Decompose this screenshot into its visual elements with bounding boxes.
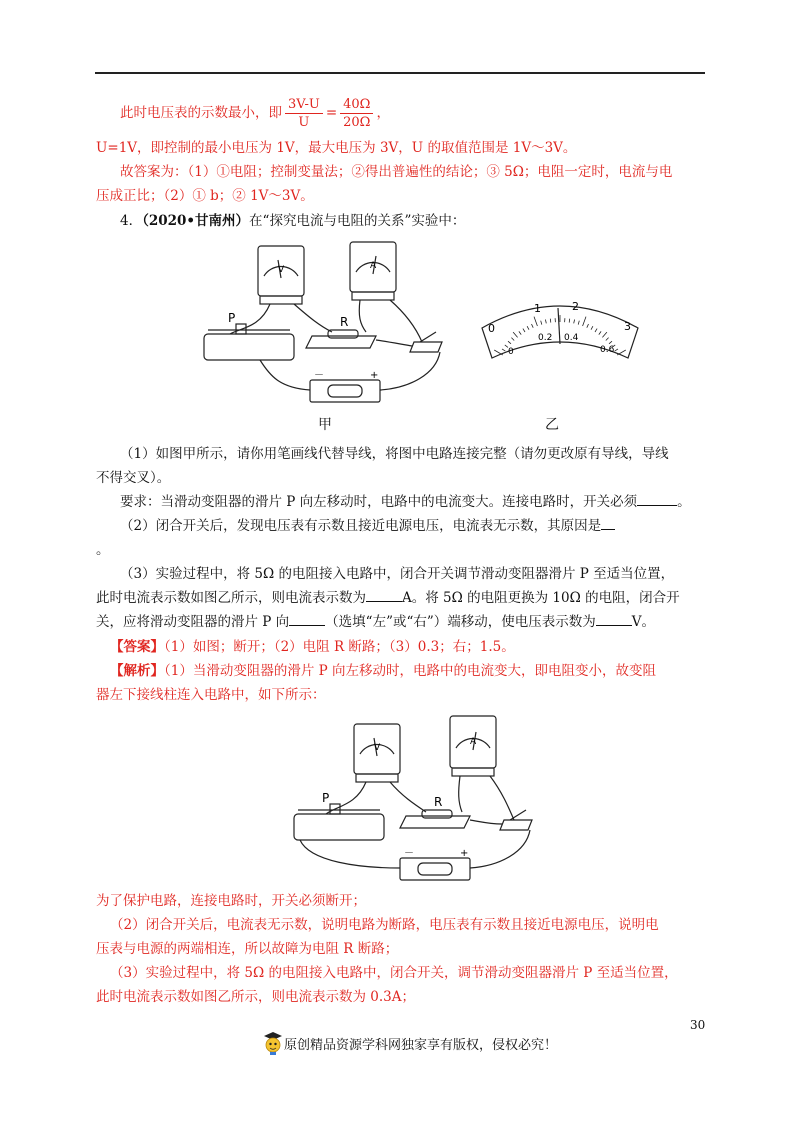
ammeter-scale-svg bbox=[478, 292, 642, 368]
analysis-1-line: 为了保护电路，连接电路时，开关必须断开； bbox=[96, 893, 366, 909]
ammeter-label-2: A bbox=[470, 737, 477, 747]
blank-switch-state[interactable] bbox=[637, 493, 677, 506]
scale-tick bbox=[545, 320, 546, 324]
scale-tick bbox=[534, 317, 537, 326]
blank-current-reading[interactable] bbox=[366, 589, 402, 602]
scale-tick bbox=[511, 338, 514, 341]
ammeter-label: A bbox=[370, 261, 377, 271]
wire-resistor-switch bbox=[376, 340, 412, 346]
voltmeter-label: V bbox=[278, 265, 285, 275]
equals-sign: = bbox=[325, 105, 338, 121]
wire-switch-battery bbox=[380, 352, 440, 390]
fraction-right-denominator: 20Ω bbox=[343, 115, 371, 130]
scale-tick bbox=[609, 341, 612, 344]
scale-upper-3: 3 bbox=[624, 320, 631, 333]
resistor-label-r: R bbox=[340, 315, 349, 329]
analysis-2-line-a: （2）闭合开关后，电流表无示数，说明电路为断路，电压表有示数且接近电源电压，说明电 bbox=[110, 917, 659, 933]
fraction-left-denominator: U bbox=[298, 115, 310, 130]
footer-copyright: 原创精品资源学科网独家享有版权，侵权必究！ bbox=[284, 1037, 558, 1053]
scale-upper-2: 2 bbox=[572, 300, 579, 313]
requirement-text: 要求：当滑动变阻器的滑片 P 向左移动时，电路中的电流变大。连接电路时，开关必须 bbox=[120, 494, 638, 510]
q2-line-a bbox=[120, 516, 615, 536]
q3b-text-2: A。将 5Ω 的电阻更换为 10Ω 的电阻，闭合开 bbox=[402, 590, 680, 606]
battery-holder-2 bbox=[400, 858, 470, 880]
scale-tick bbox=[527, 326, 529, 330]
p1-post: ， bbox=[376, 105, 390, 121]
fraction-right-numerator: 40Ω bbox=[340, 96, 373, 114]
blank-slider-direction[interactable] bbox=[289, 613, 325, 626]
wire-battery-rheostat bbox=[260, 360, 310, 390]
footer bbox=[262, 1030, 557, 1056]
scale-tick bbox=[602, 332, 607, 337]
wire-a-resistor-2 bbox=[459, 776, 462, 812]
q3b-text-1: 此时电流表示数如图乙所示，则电流表示数为 bbox=[96, 590, 366, 606]
scale-lower-0: 0 bbox=[508, 347, 514, 357]
figure-label-yi: 乙 bbox=[545, 417, 559, 433]
scale-tick bbox=[587, 324, 589, 328]
scale-lower-3: 0.6 bbox=[600, 345, 615, 355]
completed-circuit-svg bbox=[290, 712, 550, 886]
p1-pre: 此时电压表的示数最小，即 bbox=[120, 105, 282, 121]
scale-tick bbox=[599, 331, 601, 334]
fraction-left bbox=[285, 96, 323, 131]
fraction-line bbox=[120, 94, 390, 132]
scale-tick bbox=[574, 320, 575, 324]
battery-cell bbox=[328, 385, 362, 397]
figure-yi-ammeter-scale bbox=[478, 292, 642, 368]
analysis-3-line-a: （3）实验过程中，将 5Ω 的电阻接入电路中，闭合开关，调节滑动变阻器滑片 P 至适当位置， bbox=[110, 965, 678, 981]
battery-minus-label-2: － bbox=[404, 848, 414, 859]
scale-upper-1: 1 bbox=[534, 302, 541, 315]
voltmeter-base bbox=[260, 296, 302, 304]
wire-battery-rheostat-2 bbox=[300, 840, 400, 868]
question-4-heading bbox=[120, 211, 465, 231]
scale-tick bbox=[595, 329, 597, 332]
requirement-end: 。 bbox=[677, 494, 691, 510]
scale-tick bbox=[502, 349, 505, 351]
fraction-right bbox=[340, 96, 373, 131]
voltmeter-base-2 bbox=[356, 774, 398, 782]
scale-tick bbox=[519, 331, 521, 334]
wire-v-resistor bbox=[294, 304, 332, 332]
wire-v-resistor-2 bbox=[390, 782, 426, 812]
question-source: （2020•甘南州） bbox=[142, 213, 250, 229]
wire-switch-battery-2 bbox=[470, 830, 530, 868]
wire-resistor-switch-2 bbox=[470, 820, 502, 824]
analysis-tag: 【解析】 bbox=[110, 663, 164, 679]
q3-line-c bbox=[96, 612, 655, 632]
p3-line-b: 压成正比；（2）① b；② 1V～3V。 bbox=[96, 188, 314, 204]
scale-tick bbox=[591, 326, 593, 330]
resistor bbox=[328, 330, 358, 338]
scale-tick bbox=[615, 349, 618, 351]
resistor-2 bbox=[422, 810, 452, 818]
blank-fault-reason[interactable] bbox=[601, 517, 615, 530]
rheostat-body-2 bbox=[294, 814, 384, 840]
scale-tick bbox=[569, 319, 570, 323]
voltmeter-label-2: V bbox=[374, 743, 381, 753]
scale-tick bbox=[583, 317, 586, 326]
scale-tick bbox=[617, 350, 626, 355]
q3c-text-3: V。 bbox=[631, 614, 656, 630]
battery-holder bbox=[310, 380, 380, 402]
figure-jia-circuit bbox=[200, 238, 460, 408]
q2-line-b: 。 bbox=[96, 542, 110, 558]
q1-line-a: （1）如图甲所示，请你用笔画线代替导线，将图中电路连接完整（请勿更改原有导线，导线 bbox=[120, 446, 669, 462]
answer-text: （1）如图；断开；（2）电阻 R 断路；（3）0.3；右；1.5。 bbox=[164, 639, 515, 655]
wire-v-rheostat-2 bbox=[326, 782, 366, 814]
scale-upper-0: 0 bbox=[488, 322, 495, 335]
ammeter-base-2 bbox=[452, 768, 494, 776]
ammeter-base bbox=[352, 292, 394, 300]
answer-tag: 【答案】 bbox=[110, 639, 164, 655]
scale-pointer bbox=[558, 308, 560, 344]
scale-tick bbox=[550, 319, 551, 323]
answer-line bbox=[110, 637, 515, 657]
figure-label-jia: 甲 bbox=[318, 417, 332, 433]
scale-tick bbox=[606, 338, 609, 341]
battery-plus-label-2: + bbox=[460, 848, 469, 859]
analysis-3-line-b: 此时电流表示数如图乙所示，则电流表示数为 0.3A； bbox=[96, 989, 416, 1005]
switch-base bbox=[410, 342, 442, 352]
switch-lever bbox=[420, 332, 436, 342]
wire-a-switch bbox=[390, 300, 422, 342]
circuit-jia-svg bbox=[200, 238, 460, 408]
q3-line-b bbox=[96, 588, 680, 608]
slider-label-p-2: P bbox=[322, 791, 330, 805]
scale-tick bbox=[513, 332, 518, 337]
header-rule bbox=[95, 72, 705, 74]
q2-text: （2）闭合开关后，发现电压表有示数且接近电源电压，电流表无示数，其原因是 bbox=[120, 518, 602, 534]
question-number: 4． bbox=[120, 213, 143, 229]
scale-tick bbox=[578, 321, 579, 325]
p2-line: U=1V，即控制的最小电压为 1V，最大电压为 3V，U 的取值范围是 1V～3V。 bbox=[96, 140, 577, 156]
scale-tick bbox=[532, 324, 534, 328]
q3c-text-2: （选填“左”或“右”）端移动，使电压表示数为 bbox=[325, 614, 596, 630]
q3c-text-1: 关，应将滑动变阻器的滑片 P 向 bbox=[96, 614, 290, 630]
mascot-icon bbox=[262, 1030, 284, 1056]
page-number: 30 bbox=[690, 1018, 706, 1032]
scale-lower-1: 0.2 bbox=[538, 333, 553, 343]
question-text: 在“探究电流与电阻的关系”实验中： bbox=[249, 213, 466, 229]
scale-lower-2: 0.4 bbox=[564, 333, 579, 343]
figure-completed-circuit bbox=[290, 712, 550, 886]
scale-tick bbox=[508, 341, 511, 344]
resistor-label-r-2: R bbox=[434, 795, 443, 809]
battery-minus-label: － bbox=[314, 370, 324, 381]
fraction-left-numerator: 3V-U bbox=[285, 96, 323, 114]
scale-tick bbox=[541, 321, 542, 325]
wire-a-switch-2 bbox=[490, 776, 514, 820]
analysis-2-line-b: 压表与电源的两端相连，所以故障为电阻 R 断路； bbox=[96, 941, 399, 957]
battery-plus-label: + bbox=[370, 370, 379, 381]
analysis-line-b: 器左下接线柱连入电路中，如下所示： bbox=[96, 687, 326, 703]
p3-line-a: 故答案为：（1）①电阻；控制变量法；②得出普遍性的结论；③ 5Ω；电阻一定时，电流与电 bbox=[120, 164, 673, 180]
scale-tick bbox=[494, 350, 503, 355]
scale-outline bbox=[482, 306, 638, 358]
rheostat-body bbox=[204, 334, 294, 360]
analysis-line-a bbox=[110, 661, 656, 681]
q3-line-a: （3）实验过程中，将 5Ω 的电阻接入电路中，闭合开关调节滑动变阻器滑片 P 至适当位置， bbox=[120, 566, 675, 582]
wire-a-resistor bbox=[359, 300, 366, 332]
requirement-line bbox=[120, 492, 691, 512]
blank-voltage-value[interactable] bbox=[596, 613, 632, 626]
switch-base-2 bbox=[500, 820, 532, 830]
slider-label-p: P bbox=[228, 311, 236, 325]
battery-cell-2 bbox=[418, 863, 452, 875]
q1-line-b: 不得交叉）。 bbox=[96, 470, 171, 486]
scale-tick bbox=[523, 329, 525, 332]
analysis-text-a: （1）当滑动变阻器的滑片 P 向左移动时，电路中的电流变大，即电阻变小，故变阻 bbox=[164, 663, 657, 679]
